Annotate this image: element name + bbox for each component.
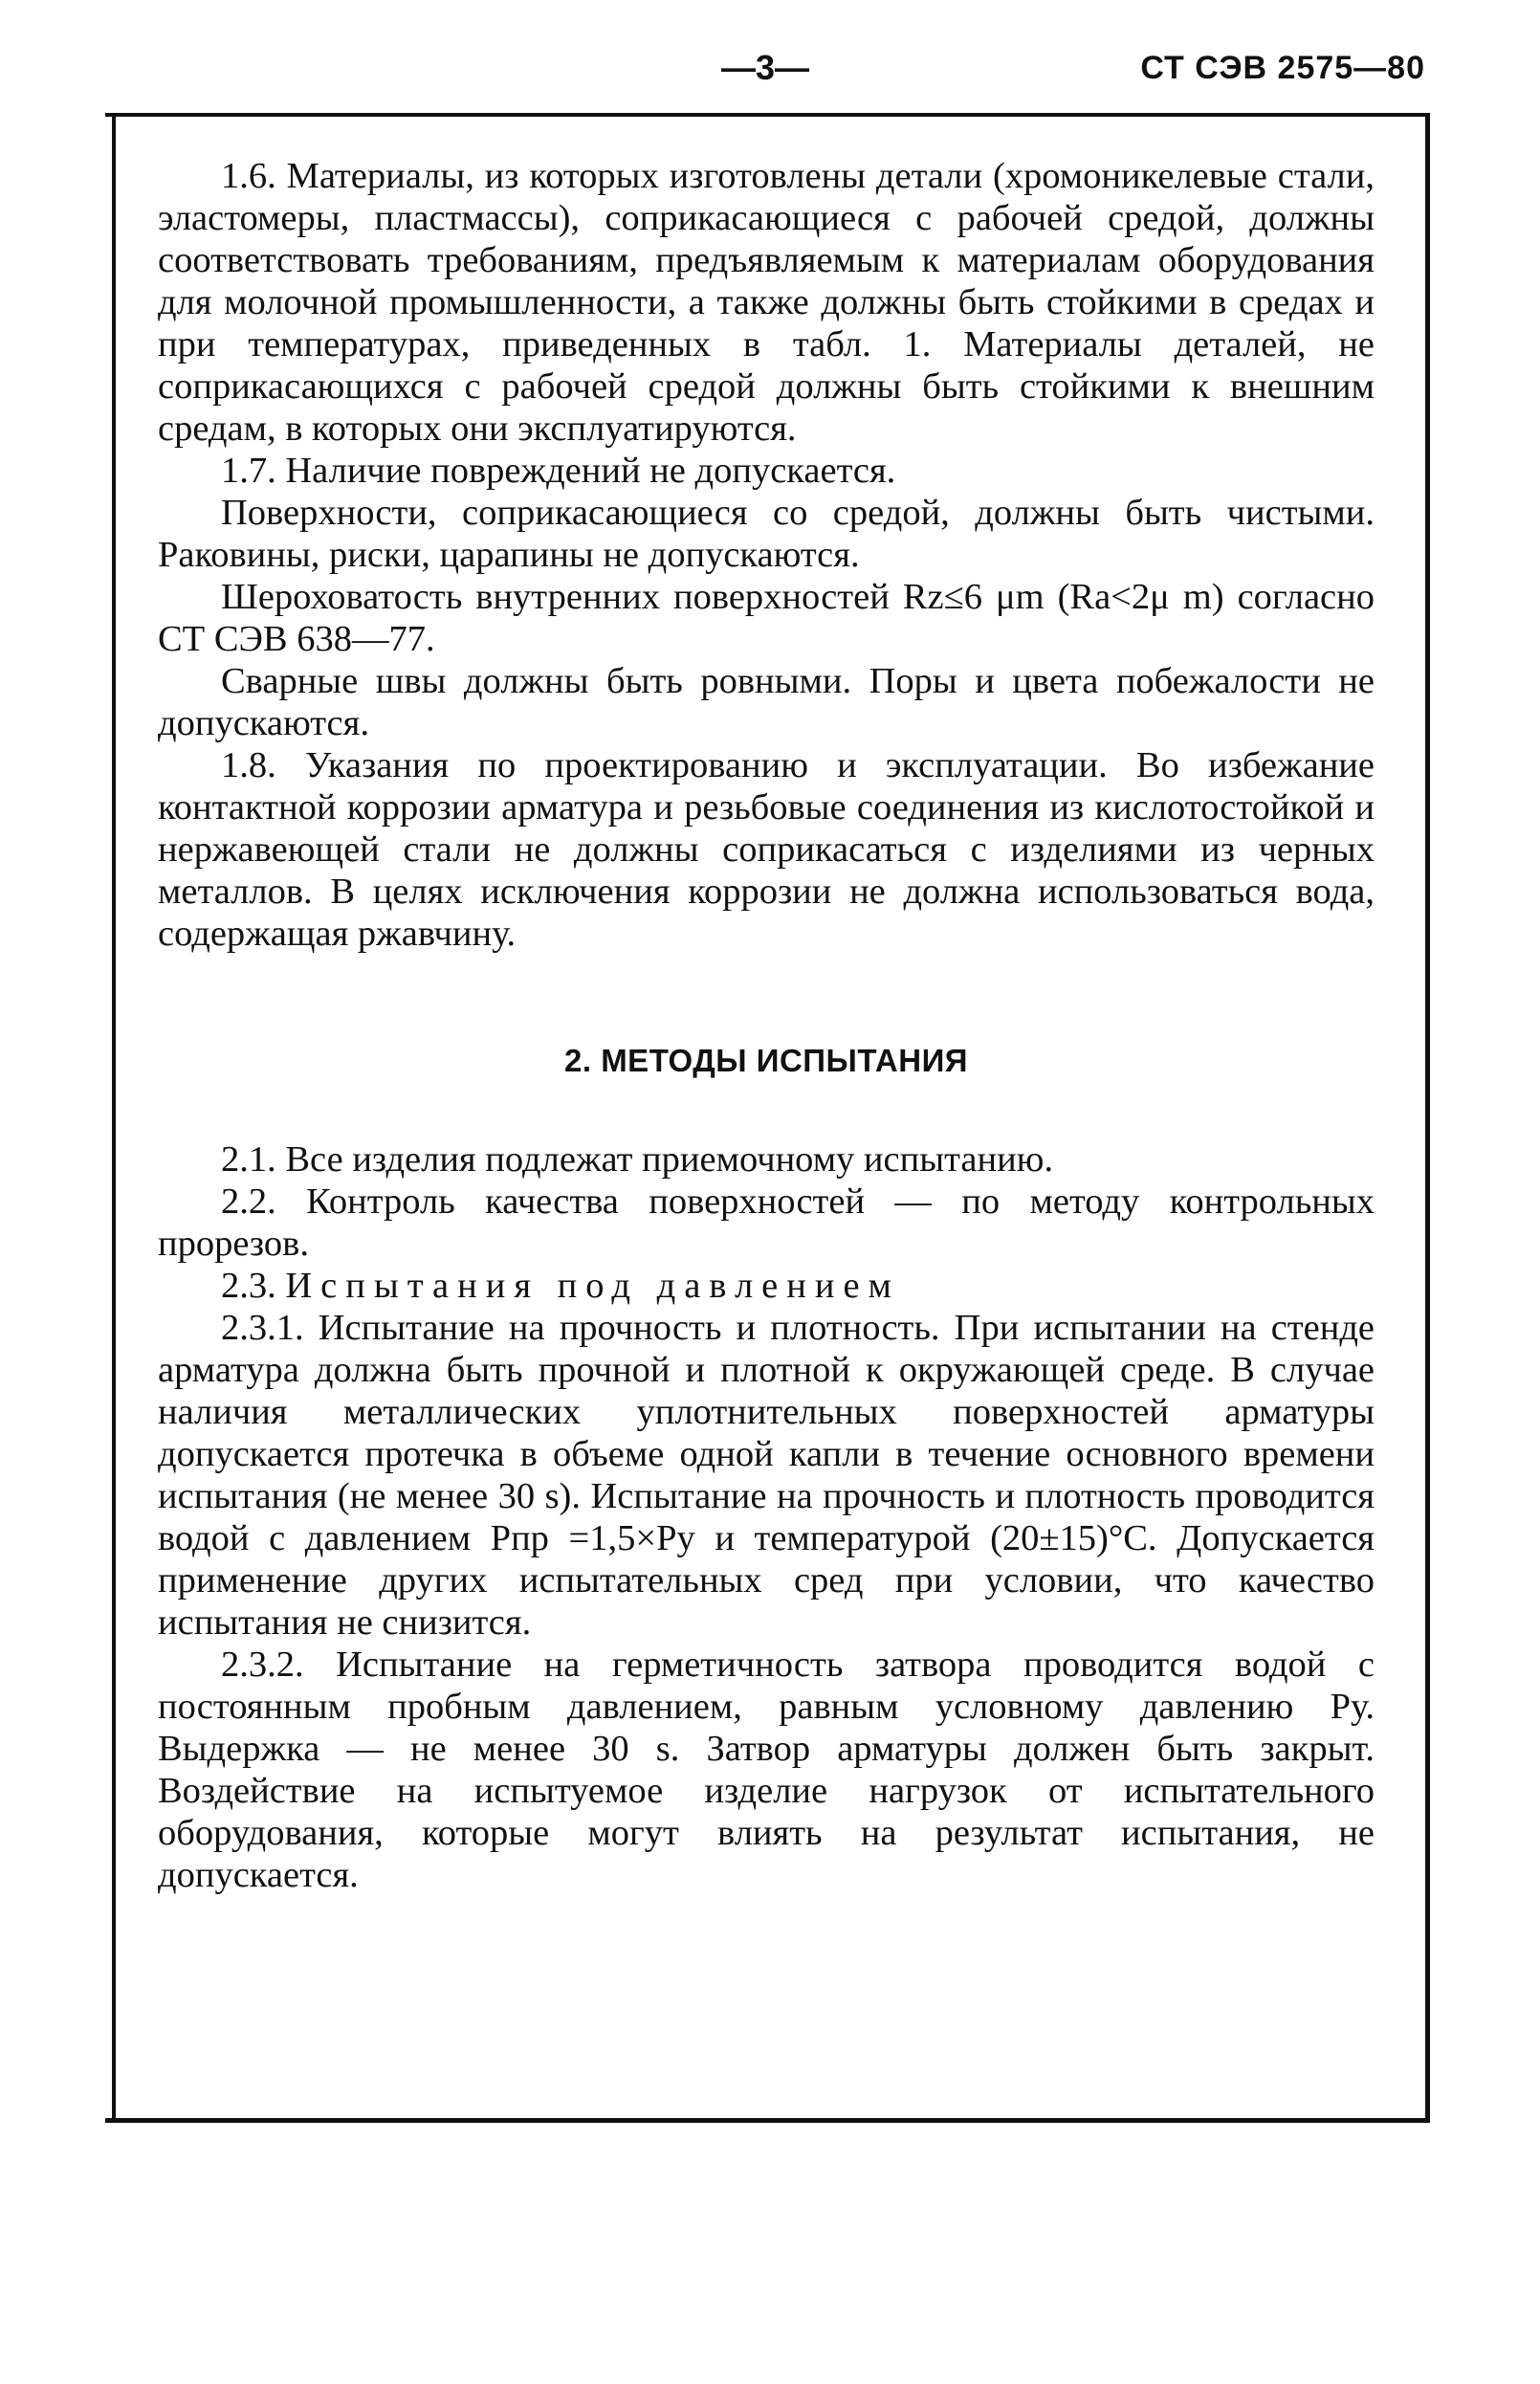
paragraph-2-3 <box>158 1265 1375 1307</box>
paragraph-2-3-1: 2.3.1. Испытание на прочность и плотность. При испытании на стенде арматура должна быть прочной и плотной к окружающей среде. В случае наличия металлических уплотнительных поверхностей арматуры допускается протечка в объеме одной капли в течение основного времени испытания (не менее 30 s). Испытание на прочность и плотность проводится водой с давлением Pпр =1,5×Pу и температурой (20±15)°С. Допускается применение других испытательных сред при условии, что качество испытания не снизится. <box>158 1308 1375 1643</box>
paragraph-1-8: 1.8. Указания по проектированию и эксплуатации. Во избежание контактной коррозии арматура и резьбовые соединения из кислотостойкой и нержавеющей стали не должны соприкасаться с изделиями из черных металлов. В целях исключения коррозии не должна использоваться вода, содержащая ржавчину. <box>158 745 1375 954</box>
paragraph-1-7: 1.7. Наличие повреждений не допускается. <box>221 451 896 491</box>
frame-top-border <box>105 113 1429 117</box>
paragraph-2-1: 2.1. Все изделия подлежат приемочному испытанию. <box>221 1139 1054 1180</box>
document-code: СТ СЭВ 2575—80 <box>1140 50 1425 86</box>
paragraph-2-2: 2.2. Контроль качества поверхностей — по методу контрольных прорезов. <box>158 1181 1375 1264</box>
paragraph-2-3-2: 2.3.2. Испытание на герметичность затвора проводится водой с постоянным пробным давлением, равным условному давлению Pу. Выдержка — не менее 30 s. Затвор арматуры должен быть закрыт. Воздействие на испытуемое изделие нагрузок от испытательного оборудования, которые могут влиять на результат испытания, не допускается. <box>158 1645 1375 1895</box>
document-body <box>158 155 1375 1896</box>
paragraph-welds: Сварные швы должны быть ровными. Поры и цвета побежалости не допускаются. <box>158 661 1375 743</box>
frame-left-border <box>112 113 116 2122</box>
frame-right-border <box>1425 113 1430 2122</box>
paragraph-1-6: 1.6. Материалы, из которых изготовлены детали (хромоникелевые стали, эластомеры, пластмассы), соприкасающиеся с рабочей средой, должны соответствовать требованиям, предъявляемым к материалам оборудования для молочной промышленности, а также должны быть стойкими в средах и при температурах, приведенных в табл. 1. Материалы деталей, не соприкасающихся с рабочей средой должны быть стойкими к внешним средам, в которых они эксплуатируются. <box>158 156 1375 449</box>
paragraph-2-3-number: 2.3. <box>221 1266 276 1306</box>
frame-bottom-border <box>105 2118 1430 2123</box>
paragraph-2-3-title: Испытания под давлением <box>285 1266 900 1306</box>
section-2-heading: 2. МЕТОДЫ ИСПЫТАНИЯ <box>564 1043 968 1078</box>
paragraph-roughness: Шероховатость внутренних поверхностей Rz≤6 μm (Ra<2μ m) согласно СТ СЭВ 638—77. <box>158 577 1375 659</box>
page-number: —3— <box>720 48 810 87</box>
paragraph-surfaces-clean: Поверхности, соприкасающиеся со средой, должны быть чистыми. Раковины, риски, царапины не допускаются. <box>158 493 1375 575</box>
